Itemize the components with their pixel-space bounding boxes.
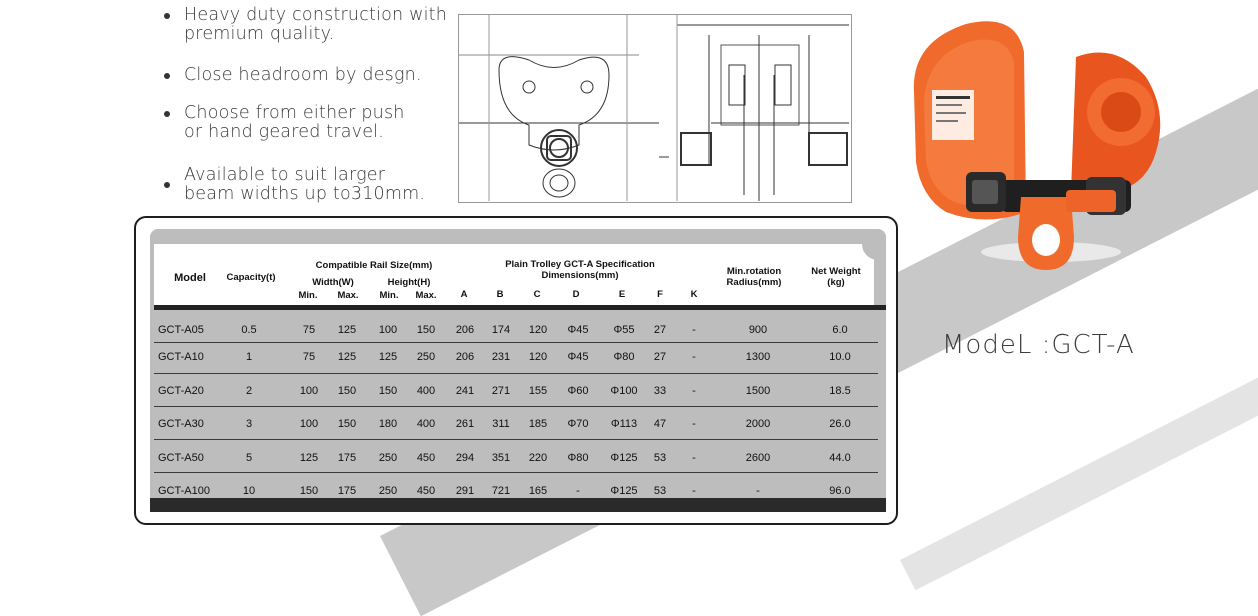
technical-drawing — [458, 14, 852, 203]
bullet-icon — [164, 111, 170, 117]
table-cell: 100 — [299, 418, 319, 430]
table-bottom-bar — [150, 498, 886, 512]
header-c: C — [533, 289, 541, 300]
table-cell: 1300 — [745, 351, 771, 363]
table-cell: 450 — [416, 452, 436, 464]
table-cell: 5 — [245, 452, 253, 464]
header-height: Height(H) — [387, 277, 431, 288]
table-cell: 150 — [337, 385, 357, 397]
table-cell: 175 — [337, 485, 357, 497]
table-cell: 2600 — [745, 452, 771, 464]
table-cell: 27 — [653, 324, 667, 336]
table-cell: 18.5 — [829, 385, 851, 397]
header-divider — [154, 305, 886, 310]
table-cell: 53 — [653, 452, 667, 464]
table-cell: 400 — [416, 418, 436, 430]
table-cell: - — [692, 452, 696, 464]
feature-item — [160, 166, 425, 204]
table-cell: 206 — [455, 324, 475, 336]
table-cell: 75 — [302, 324, 316, 336]
row-divider — [154, 342, 878, 343]
table-cell: 174 — [491, 324, 511, 336]
table-cell: 400 — [416, 385, 436, 397]
table-cell: Φ113 — [610, 418, 638, 430]
header-f: F — [657, 289, 663, 300]
table-cell: 1 — [245, 351, 253, 363]
bullet-icon — [164, 13, 170, 19]
table-cell: 150 — [299, 485, 319, 497]
feature-text: Choose from either push or hand geared travel. — [184, 103, 405, 142]
table-cell: 150 — [416, 324, 436, 336]
table-cell: 0.5 — [241, 324, 257, 336]
header-width-min: Min. — [298, 290, 318, 301]
header-height-max: Max. — [415, 290, 437, 301]
table-cell: Φ80 — [567, 452, 589, 464]
feature-text: Heavy duty construction with premium quality. — [184, 5, 448, 44]
header-e: E — [618, 289, 626, 300]
header-width-max: Max. — [337, 290, 359, 301]
cell-model: GCT-A20 — [158, 385, 204, 397]
header-rail-size: Compatible Rail Size(mm) — [315, 260, 433, 271]
table-cell: 26.0 — [829, 418, 851, 430]
table-cell: 250 — [416, 351, 436, 363]
table-cell: 3 — [245, 418, 253, 430]
cell-model: GCT-A100 — [158, 485, 210, 497]
table-cell: 33 — [653, 385, 667, 397]
table-cell: 96.0 — [829, 485, 851, 497]
table-cell: - — [576, 485, 580, 497]
feature-text: Close headroom by desgn. — [184, 65, 422, 85]
table-cell: 155 — [528, 385, 548, 397]
table-cell: 53 — [653, 485, 667, 497]
cell-model: GCT-A30 — [158, 418, 204, 430]
header-spec: Plain Trolley GCT-A Specification Dimensions(mm) — [505, 259, 655, 281]
header-weight: Net Weight (kg) — [811, 266, 861, 288]
table-cell: Φ80 — [613, 351, 635, 363]
table-cell: 721 — [491, 485, 511, 497]
table-cell: Φ45 — [567, 324, 589, 336]
table-cell: 100 — [378, 324, 398, 336]
table-cell: 250 — [378, 485, 398, 497]
table-cell: 261 — [455, 418, 475, 430]
table-cell: - — [756, 485, 760, 497]
table-cell: 291 — [455, 485, 475, 497]
table-cell: Φ45 — [567, 351, 589, 363]
table-cell: - — [692, 324, 696, 336]
feature-item — [160, 104, 405, 142]
header-b: B — [496, 289, 504, 300]
table-cell: Φ70 — [567, 418, 589, 430]
table-cell: Φ125 — [610, 452, 638, 464]
table-cell: 6.0 — [832, 324, 848, 336]
feature-text: Available to suit larger beam widths up to310mm. — [184, 165, 426, 204]
model-label: ModeL :GCT-A — [942, 330, 1135, 360]
table-cell: 44.0 — [829, 452, 851, 464]
table-cell: 311 — [492, 418, 510, 430]
table-cell: 125 — [378, 351, 398, 363]
table-cell: 206 — [455, 351, 475, 363]
table-cell: 450 — [416, 485, 436, 497]
cell-model: GCT-A10 — [158, 351, 204, 363]
table-cell: 150 — [378, 385, 398, 397]
table-cell: 125 — [299, 452, 319, 464]
bullet-icon — [164, 73, 170, 79]
table-cell: 10.0 — [829, 351, 851, 363]
feature-item — [160, 6, 447, 44]
table-cell: Φ60 — [567, 385, 589, 397]
row-divider — [154, 406, 878, 407]
header-width: Width(W) — [312, 277, 354, 288]
table-cell: - — [692, 351, 696, 363]
table-cell: - — [692, 385, 696, 397]
table-cell: 241 — [455, 385, 475, 397]
table-cell: 165 — [528, 485, 548, 497]
table-cell: 125 — [337, 351, 357, 363]
header-capacity: Capacity(t) — [226, 272, 276, 283]
header-k: K — [690, 289, 698, 300]
row-divider — [154, 472, 878, 473]
table-cell: 100 — [299, 385, 319, 397]
header-model: Model — [174, 272, 206, 284]
header-height-min: Min. — [379, 290, 399, 301]
cell-model: GCT-A05 — [158, 324, 204, 336]
table-cell: 150 — [337, 418, 357, 430]
table-cell: - — [692, 418, 696, 430]
bullet-icon — [164, 182, 170, 188]
table-cell: 2 — [245, 385, 253, 397]
table-cell: Φ125 — [610, 485, 638, 497]
table-cell: 1500 — [745, 385, 771, 397]
header-d: D — [572, 289, 580, 300]
table-cell: 47 — [653, 418, 667, 430]
header-a: A — [460, 289, 468, 300]
table-cell: 175 — [337, 452, 357, 464]
table-cell: Φ100 — [610, 385, 638, 397]
table-cell: 75 — [302, 351, 316, 363]
row-divider — [154, 373, 878, 374]
table-cell: 231 — [491, 351, 511, 363]
table-cell: 120 — [528, 351, 548, 363]
table-cell: 10 — [242, 485, 256, 497]
table-cell: 185 — [528, 418, 548, 430]
table-cell: 351 — [491, 452, 511, 464]
table-cell: 900 — [748, 324, 768, 336]
feature-item — [160, 66, 422, 85]
table-cell: Φ55 — [613, 324, 635, 336]
row-divider — [154, 439, 878, 440]
table-cell: 125 — [337, 324, 357, 336]
trolley-product-image — [906, 12, 1176, 282]
table-cell: 120 — [528, 324, 548, 336]
cell-model: GCT-A50 — [158, 452, 204, 464]
table-cell: 294 — [455, 452, 475, 464]
table-cell: 271 — [491, 385, 511, 397]
trolley-drawing-image — [459, 15, 851, 202]
table-cell: 2000 — [745, 418, 771, 430]
table-cell: 27 — [653, 351, 667, 363]
table-cell: 220 — [528, 452, 548, 464]
table-cell: 250 — [378, 452, 398, 464]
header-rotation: Min.rotation Radius(mm) — [726, 266, 782, 288]
table-cell: - — [692, 485, 696, 497]
table-cell: 180 — [378, 418, 398, 430]
